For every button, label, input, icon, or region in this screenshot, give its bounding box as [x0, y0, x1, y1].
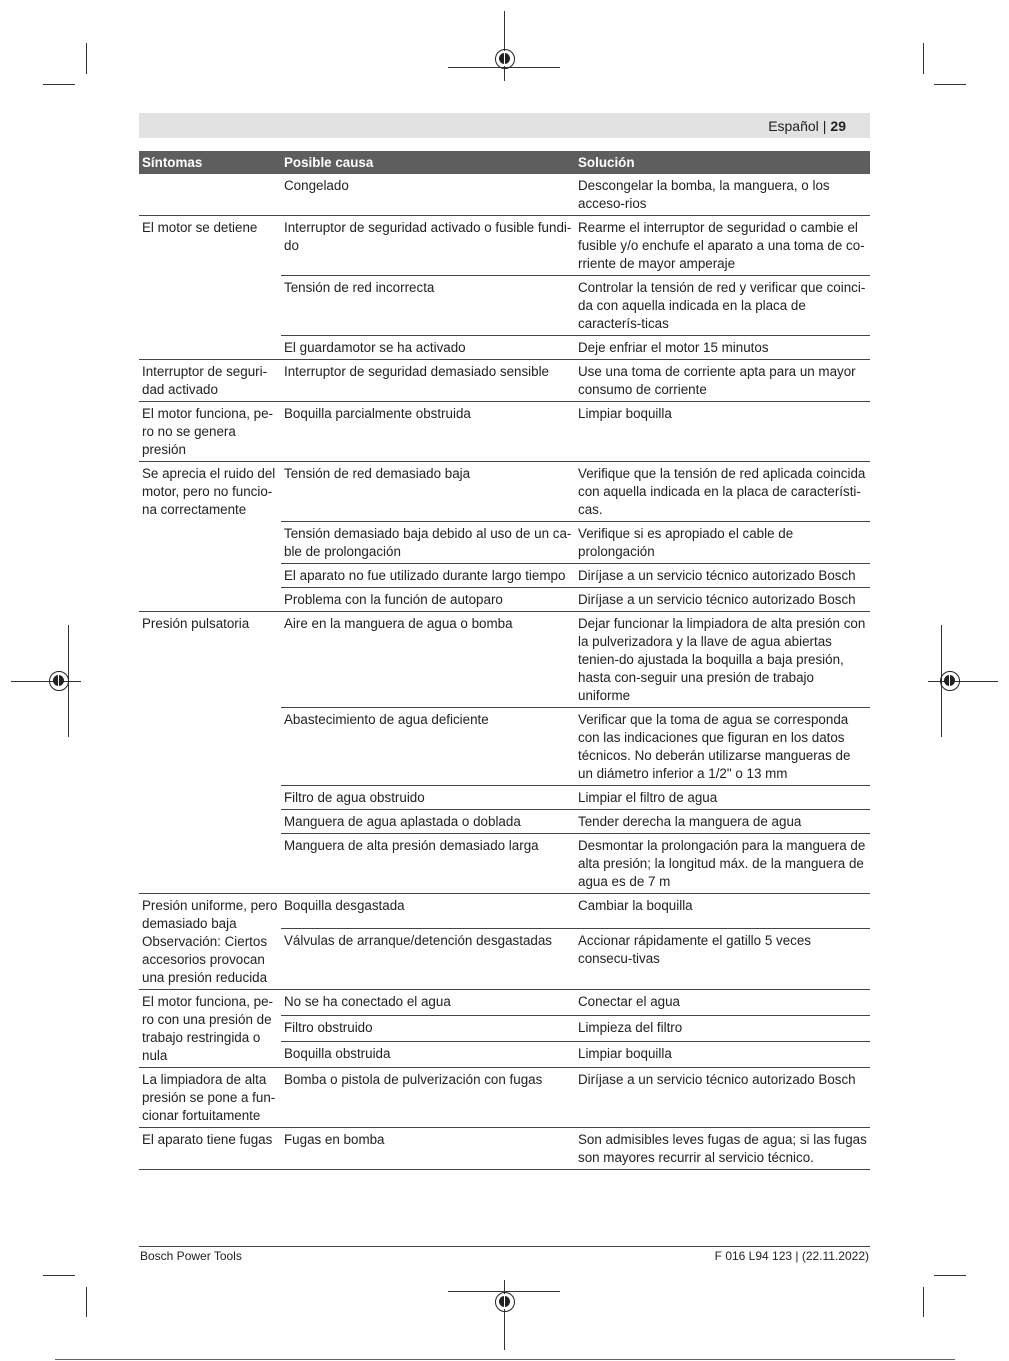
table-body: [139, 174, 870, 1170]
table-row: [139, 1068, 870, 1128]
cause-cell: Manguera de agua aplastada o doblada: [281, 810, 575, 834]
symptom-cell: El motor funciona, pe-ro no se genera presión: [139, 402, 281, 462]
troubleshooting-table: [139, 151, 870, 1170]
crop-mark: [934, 84, 966, 85]
cause-cell: Bomba o pistola de pulverización con fugas: [281, 1068, 575, 1128]
solution-cell: Deje enfriar el motor 15 minutos: [575, 336, 870, 360]
page-number: 29: [830, 118, 846, 134]
section-name: Español: [768, 118, 819, 134]
registration-mark-icon: [495, 1292, 515, 1312]
symptom-cell: El motor se detiene: [139, 216, 281, 360]
solution-cell: Diríjase a un servicio técnico autorizado Bosch: [575, 1068, 870, 1128]
column-header-symptoms: Síntomas: [139, 151, 281, 174]
table-row: [139, 402, 870, 462]
page-header: [139, 113, 870, 138]
crop-mark: [928, 681, 998, 682]
symptom-cell: El motor funciona, pe-ro con una presión de trabajo restringida o nula: [139, 990, 281, 1068]
footer-brand: Bosch Power Tools: [140, 1249, 242, 1263]
solution-cell: Use una toma de corriente apta para un mayor consumo de corriente: [575, 360, 870, 402]
table-header-row: [139, 151, 870, 174]
table-row: [139, 990, 870, 1016]
solution-cell: Limpiar boquilla: [575, 402, 870, 462]
cause-cell: Problema con la función de autoparo: [281, 588, 575, 612]
symptom-cell: Interruptor de seguri-dad activado: [139, 360, 281, 402]
cause-cell: Boquilla parcialmente obstruida: [281, 402, 575, 462]
crop-mark: [504, 11, 505, 81]
crop-mark: [86, 43, 87, 74]
header-separator: |: [822, 118, 827, 134]
solution-cell: Limpiar boquilla: [575, 1042, 870, 1068]
cause-cell: El guardamotor se ha activado: [281, 336, 575, 360]
solution-cell: Dejar funcionar la limpiadora de alta presión con la pulverizadora y la llave de agua abiertas tenien-do ajustada la boquilla a baja presión, hasta con-seguir una presión de trabajo uniforme: [575, 612, 870, 708]
cause-cell: Manguera de alta presión demasiado larga: [281, 834, 575, 894]
solution-cell: Diríjase a un servicio técnico autorizado Bosch: [575, 564, 870, 588]
cause-cell: Boquilla obstruida: [281, 1042, 575, 1068]
cause-cell: Filtro de agua obstruido: [281, 786, 575, 810]
cause-cell: Boquilla desgastada: [281, 894, 575, 929]
cause-cell: El aparato no fue utilizado durante largo tiempo: [281, 564, 575, 588]
cause-cell: Congelado: [284, 178, 349, 193]
solution-cell: Cambiar la boquilla: [575, 894, 870, 929]
solution-cell: Controlar la tensión de red y verificar que coinci-da con aquella indicada en la placa de caracterís-ticas: [575, 276, 870, 336]
table-row: [139, 462, 870, 522]
cause-cell: Tensión demasiado baja debido al uso de un ca-ble de prolongación: [281, 522, 575, 564]
footer-doc-id: F 016 L94 123 | (22.11.2022): [714, 1249, 869, 1263]
crop-mark: [43, 84, 75, 85]
cause-cell: Tensión de red demasiado baja: [281, 462, 575, 522]
solution-cell: Tender derecha la manguera de agua: [575, 810, 870, 834]
crop-mark: [923, 1287, 924, 1317]
solution-cell: Limpieza del filtro: [575, 1016, 870, 1042]
solution-cell: Son admisibles leves fugas de agua; si las fugas son mayores recurrir al servicio técnico.: [575, 1128, 870, 1170]
table-row: [139, 612, 870, 708]
crop-mark: [923, 43, 924, 74]
crop-mark: [11, 681, 81, 682]
cause-cell: Fugas en bomba: [281, 1128, 575, 1170]
registration-mark-icon: [940, 671, 960, 691]
solution-cell: Verifique que la tensión de red aplicada coincida con aquella indicada en la placa de característi-cas.: [575, 462, 870, 522]
column-header-cause: Posible causa: [281, 151, 575, 174]
table-row: [139, 1128, 870, 1170]
crop-mark: [86, 1287, 87, 1317]
solution-cell: Verificar que la toma de agua se corresponda con las indicaciones que figuran en los datos técnicos. No deberán utilizarse mangueras de un diámetro inferior a 1/2" o 13 mm: [575, 708, 870, 786]
cause-cell: Aire en la manguera de agua o bomba: [281, 612, 575, 708]
page-bottom-line: [55, 1359, 955, 1360]
symptom-cell: Se aprecia el ruido del motor, pero no funcio-na correctamente: [139, 462, 281, 612]
solution-cell: Rearme el interruptor de seguridad o cambie el fusible y/o enchufe el aparato a una toma de co-rriente de mayor amperaje: [575, 216, 870, 276]
cause-cell: Abastecimiento de agua deficiente: [281, 708, 575, 786]
footer-divider: [139, 1246, 870, 1247]
symptom-cell: El aparato tiene fugas: [139, 1128, 281, 1170]
cause-cell: Válvulas de arranque/detención desgastadas: [281, 928, 575, 989]
symptom-cell: La limpiadora de alta presión se pone a fun-cionar fortuitamente: [139, 1068, 281, 1128]
table-row: [139, 174, 870, 216]
cause-cell: No se ha conectado el agua: [281, 990, 575, 1016]
solution-cell: Verifique si es apropiado el cable de prolongación: [575, 522, 870, 564]
registration-mark-icon: [495, 49, 515, 69]
registration-mark-icon: [49, 671, 69, 691]
solution-cell: Desmontar la prolongación para la manguera de alta presión; la longitud máx. de la manguera de agua es de 7 m: [575, 834, 870, 894]
symptom-cell: Presión pulsatoria: [139, 612, 281, 894]
cause-cell: Interruptor de seguridad demasiado sensible: [281, 360, 575, 402]
crop-mark: [43, 1275, 75, 1276]
cause-cell: Tensión de red incorrecta: [281, 276, 575, 336]
table-row: [139, 216, 870, 276]
symptom-cell: [139, 174, 281, 216]
cause-cell: Filtro obstruido: [281, 1016, 575, 1042]
table-row: [139, 360, 870, 402]
solution-cell: Limpiar el filtro de agua: [575, 786, 870, 810]
solution-cell: Conectar el agua: [575, 990, 870, 1016]
solution-cell: Diríjase a un servicio técnico autorizado Bosch: [575, 588, 870, 612]
table-row: [139, 894, 870, 929]
column-header-solution: Solución: [575, 151, 870, 174]
solution-cell: Descongelar la bomba, la manguera, o los acceso-rios: [578, 178, 830, 211]
symptom-cell: Presión uniforme, pero demasiado baja Observación: Ciertos accesorios provocan una presión reducida: [139, 894, 281, 990]
crop-mark: [934, 1275, 966, 1276]
page-header-text: [768, 118, 846, 134]
solution-cell: Accionar rápidamente el gatillo 5 veces consecu-tivas: [575, 928, 870, 989]
cause-cell: Interruptor de seguridad activado o fusible fundi-do: [281, 216, 575, 276]
